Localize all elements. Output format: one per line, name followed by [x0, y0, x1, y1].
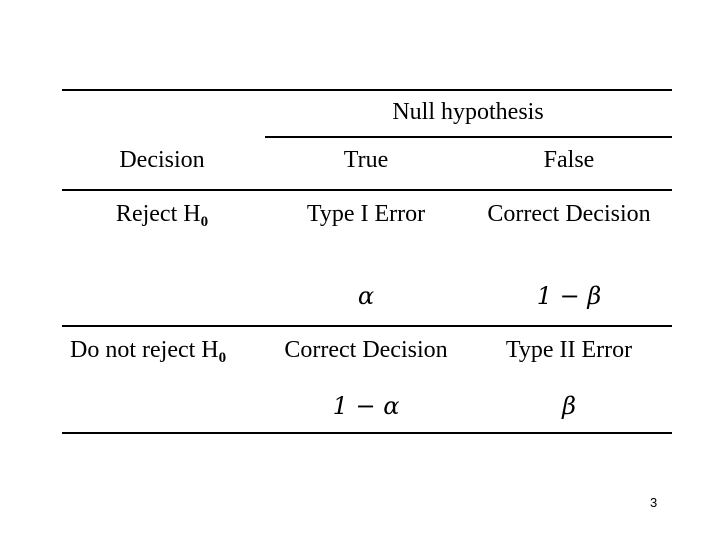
- row-separator-rule: [62, 325, 672, 327]
- column-header-true: True: [343, 147, 389, 173]
- column-header-decision: Decision: [119, 147, 205, 173]
- cell-correct-decision-not-reject: Correct Decision: [284, 337, 448, 363]
- group-header-rule: [265, 136, 672, 138]
- prob-one-minus-beta: 1 − β: [536, 282, 602, 310]
- prob-one-minus-alpha: 1 − α: [332, 392, 400, 420]
- row-label-do-not-reject-h0: Do not reject $H_0$: [70, 337, 227, 366]
- row-label-reject-h0: Reject $H_0$: [115, 201, 209, 230]
- column-header-false: False: [543, 147, 595, 173]
- cell-type-i-error: Type I Error: [306, 201, 426, 227]
- prob-alpha: α: [357, 282, 375, 310]
- cell-type-ii-error: Type II Error: [505, 337, 633, 363]
- header-bottom-rule: [62, 189, 672, 191]
- group-header-null-hypothesis: Null hypothesis: [392, 99, 544, 125]
- page-number: 3: [650, 495, 658, 510]
- top-rule: [62, 89, 672, 91]
- cell-correct-decision-reject: Correct Decision: [487, 201, 651, 227]
- prob-beta: β: [562, 392, 576, 420]
- bottom-rule: [62, 432, 672, 434]
